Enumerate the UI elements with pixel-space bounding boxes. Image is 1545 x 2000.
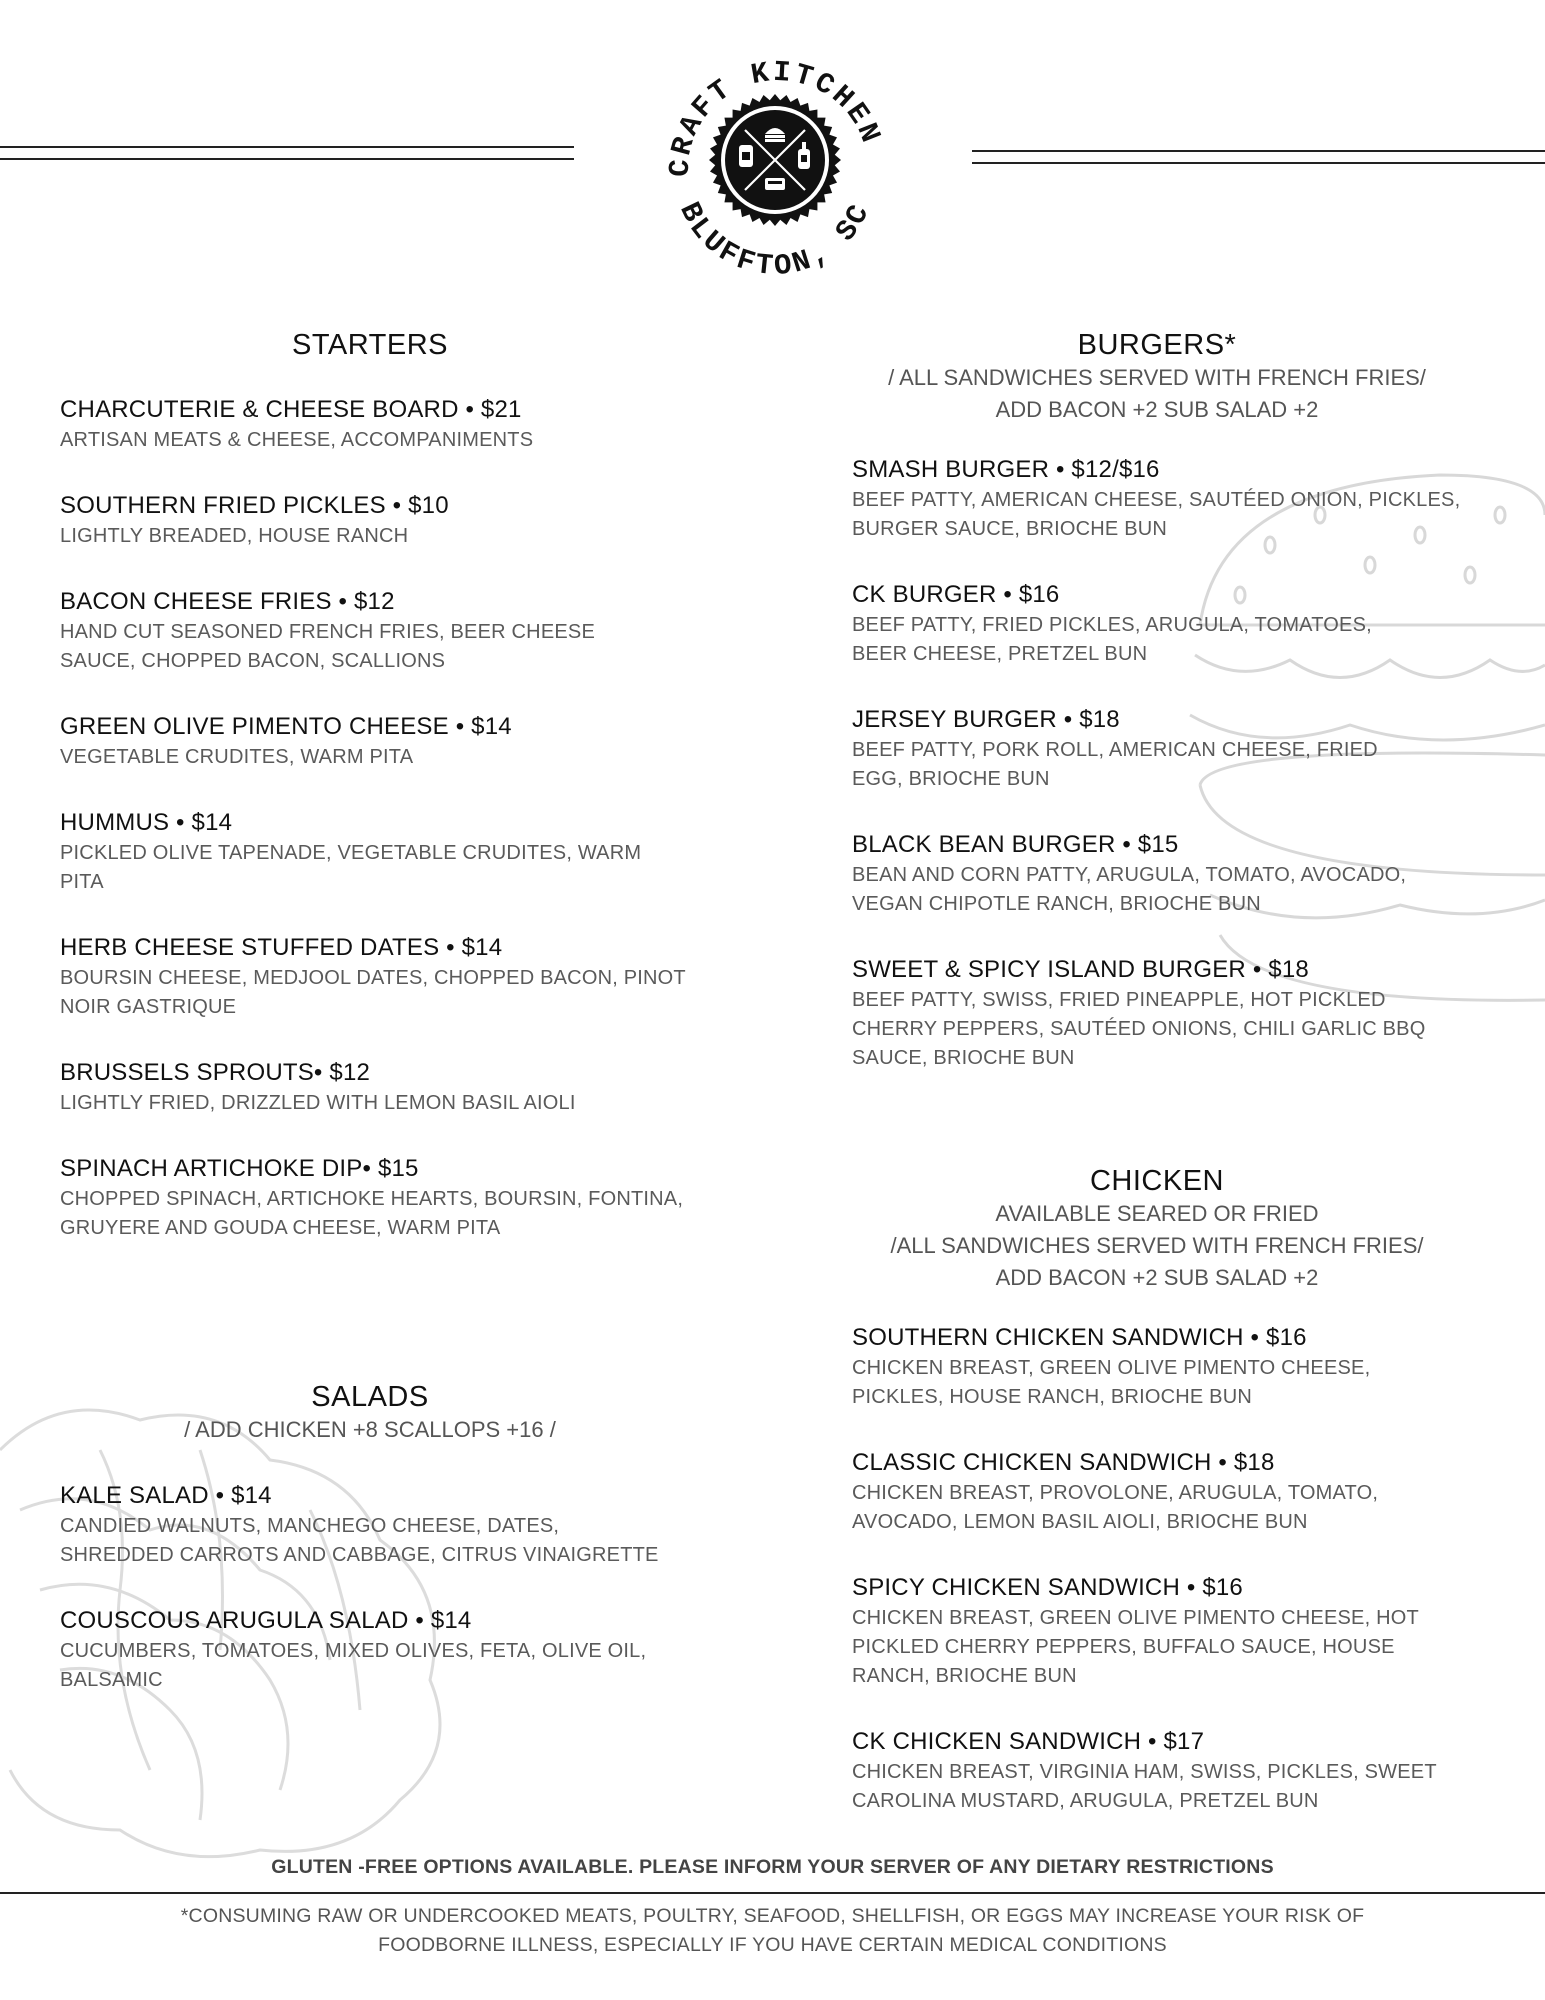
item-name: GREEN OLIVE PIMENTO CHEESE • $14 — [60, 713, 512, 740]
item-name: COUSCOUS ARUGULA SALAD • $14 — [60, 1607, 472, 1634]
menu-item — [852, 579, 1462, 669]
item-name: HERB CHEESE STUFFED DATES • $14 — [60, 934, 503, 961]
seal-icon — [709, 94, 841, 226]
menu-item — [852, 954, 1462, 1073]
header-rule-right-bottom — [972, 162, 1545, 164]
footer-rule — [0, 1892, 1545, 1894]
chicken-subtitle-sides: /ALL SANDWICHES SERVED WITH FRENCH FRIES/ — [890, 1233, 1424, 1258]
item-name: BLACK BEAN BURGER • $15 — [852, 831, 1179, 858]
menu-item — [60, 1480, 680, 1570]
chicken-subtitle-addons: ADD BACON +2 SUB SALAD +2 — [995, 1265, 1319, 1290]
menu-item — [60, 394, 680, 455]
item-name: SOUTHERN FRIED PICKLES • $10 — [60, 492, 449, 519]
item-description: BEEF PATTY, SWISS, FRIED PINEAPPLE, HOT PICKLED CHERRY PEPPERS, SAUTÉED ONIONS, CHILI GARLIC BBQ SAUCE, BRIOCHE BUN — [852, 989, 1426, 1069]
burgers-subtitle-addons: ADD BACON +2 SUB SALAD +2 — [995, 397, 1319, 422]
menu-item — [852, 829, 1462, 919]
item-name: BRUSSELS SPROUTS• $12 — [60, 1059, 371, 1086]
burgers-title: BURGERS* — [1077, 329, 1237, 361]
item-name: JERSEY BURGER • $18 — [852, 706, 1120, 733]
item-description: CHICKEN BREAST, VIRGINIA HAM, SWISS, PICKLES, SWEET CAROLINA MUSTARD, ARUGULA, PRETZEL BUN — [852, 1761, 1437, 1812]
logo-top-text: CRAFT KITCHEN — [663, 55, 888, 178]
menu-item — [60, 1153, 684, 1243]
item-name: KALE SALAD • $14 — [60, 1482, 272, 1509]
item-description: ARTISAN MEATS & CHEESE, ACCOMPANIMENTS — [60, 429, 534, 451]
menu-item — [852, 1726, 1462, 1816]
can-icon — [739, 145, 753, 167]
menu-item — [60, 932, 686, 1022]
menu-item — [852, 704, 1462, 794]
menu-item — [60, 586, 680, 676]
food-truck-icon — [765, 178, 785, 190]
item-description: HAND CUT SEASONED FRENCH FRIES, BEER CHEESE SAUCE, CHOPPED BACON, SCALLIONS — [60, 621, 595, 672]
header-rule-right-top — [972, 150, 1545, 152]
menu-item — [852, 1572, 1462, 1691]
item-description: BEEF PATTY, PORK ROLL, AMERICAN CHEESE, FRIED EGG, BRIOCHE BUN — [852, 739, 1378, 790]
menu-item — [60, 1057, 680, 1118]
item-description: BOURSIN CHEESE, MEDJOOL DATES, CHOPPED BACON, PINOT NOIR GASTRIQUE — [60, 967, 686, 1018]
item-name: CLASSIC CHICKEN SANDWICH • $18 — [852, 1449, 1275, 1476]
menu-item — [852, 454, 1462, 544]
item-name: CK CHICKEN SANDWICH • $17 — [852, 1728, 1205, 1755]
item-name: SOUTHERN CHICKEN SANDWICH • $16 — [852, 1324, 1307, 1351]
menu-item — [60, 711, 680, 772]
item-description: CANDIED WALNUTS, MANCHEGO CHEESE, DATES, SHREDDED CARROTS AND CABBAGE, CITRUS VINAIGRETTE — [60, 1515, 659, 1566]
header-rule-left-top — [0, 146, 574, 148]
burgers-subtitle-sides: / ALL SANDWICHES SERVED WITH FRENCH FRIES/ — [888, 365, 1426, 390]
menu-item — [60, 807, 680, 897]
item-description: CHICKEN BREAST, GREEN OLIVE PIMENTO CHEESE, HOT PICKLED CHERRY PEPPERS, BUFFALO SAUCE, HOUSE RANCH, BRIOCHE BUN — [852, 1607, 1419, 1687]
consumer-advisory: *CONSUMING RAW OR UNDERCOOKED MEATS, POULTRY, SEAFOOD, SHELLFISH, OR EGGS MAY INCREASE YOUR RISK OF FOODBORNE ILLNESS, ESPECIALLY IF YOU HAVE CERTAIN MEDICAL CONDITIONS — [180, 1905, 1365, 1956]
chicken-subtitle-prep: AVAILABLE SEARED OR FRIED — [995, 1201, 1319, 1226]
gluten-free-note: GLUTEN -FREE OPTIONS AVAILABLE. PLEASE INFORM YOUR SERVER OF ANY DIETARY RESTRICTIONS — [271, 1856, 1274, 1878]
right-column — [852, 325, 1462, 1816]
header-rule-left-bottom — [0, 158, 574, 160]
item-name: HUMMUS • $14 — [60, 809, 233, 836]
item-name: SPINACH ARTICHOKE DIP• $15 — [60, 1155, 419, 1182]
starters-title: STARTERS — [291, 329, 448, 361]
salads-title: SALADS — [311, 1381, 429, 1413]
item-description: BEAN AND CORN PATTY, ARUGULA, TOMATO, AVOCADO, VEGAN CHIPOTLE RANCH, BRIOCHE BUN — [852, 864, 1407, 915]
item-description: CHOPPED SPINACH, ARTICHOKE HEARTS, BOURSIN, FONTINA, GRUYERE AND GOUDA CHEESE, WARM PITA — [60, 1188, 684, 1239]
salads-subtitle: / ADD CHICKEN +8 SCALLOPS +16 / — [184, 1417, 556, 1442]
menu-item — [852, 1322, 1462, 1412]
item-description: BEEF PATTY, AMERICAN CHEESE, SAUTÉED ONION, PICKLES, BURGER SAUCE, BRIOCHE BUN — [852, 489, 1461, 540]
item-description: CUCUMBERS, TOMATOES, MIXED OLIVES, FETA, OLIVE OIL, BALSAMIC — [60, 1640, 647, 1691]
menu-item — [60, 1605, 680, 1695]
item-description: VEGETABLE CRUDITES, WARM PITA — [60, 746, 414, 768]
item-description: LIGHTLY BREADED, HOUSE RANCH — [60, 525, 409, 547]
menu-item — [60, 490, 680, 551]
item-name: SWEET & SPICY ISLAND BURGER • $18 — [852, 956, 1309, 983]
item-name: CHARCUTERIE & CHEESE BOARD • $21 — [60, 396, 522, 423]
craft-kitchen-logo — [660, 28, 890, 278]
logo-bottom-text: BLUFFTON, SC — [672, 197, 878, 278]
item-description: CHICKEN BREAST, GREEN OLIVE PIMENTO CHEESE, PICKLES, HOUSE RANCH, BRIOCHE BUN — [852, 1357, 1371, 1408]
item-name: CK BURGER • $16 — [852, 581, 1060, 608]
item-description: CHICKEN BREAST, PROVOLONE, ARUGULA, TOMATO, AVOCADO, LEMON BASIL AIOLI, BRIOCHE BUN — [852, 1482, 1379, 1533]
menu-item — [852, 1447, 1462, 1537]
item-name: SPICY CHICKEN SANDWICH • $16 — [852, 1574, 1243, 1601]
chicken-title: CHICKEN — [1089, 1165, 1224, 1197]
item-description: LIGHTLY FRIED, DRIZZLED WITH LEMON BASIL AIOLI — [60, 1092, 576, 1114]
item-name: BACON CHEESE FRIES • $12 — [60, 588, 395, 615]
left-column — [60, 325, 686, 1695]
item-name: SMASH BURGER • $12/$16 — [852, 456, 1160, 483]
item-description: BEEF PATTY, FRIED PICKLES, ARUGULA, TOMATOES, BEER CHEESE, PRETZEL BUN — [852, 614, 1372, 665]
item-description: PICKLED OLIVE TAPENADE, VEGETABLE CRUDITES, WARM PITA — [60, 842, 642, 893]
